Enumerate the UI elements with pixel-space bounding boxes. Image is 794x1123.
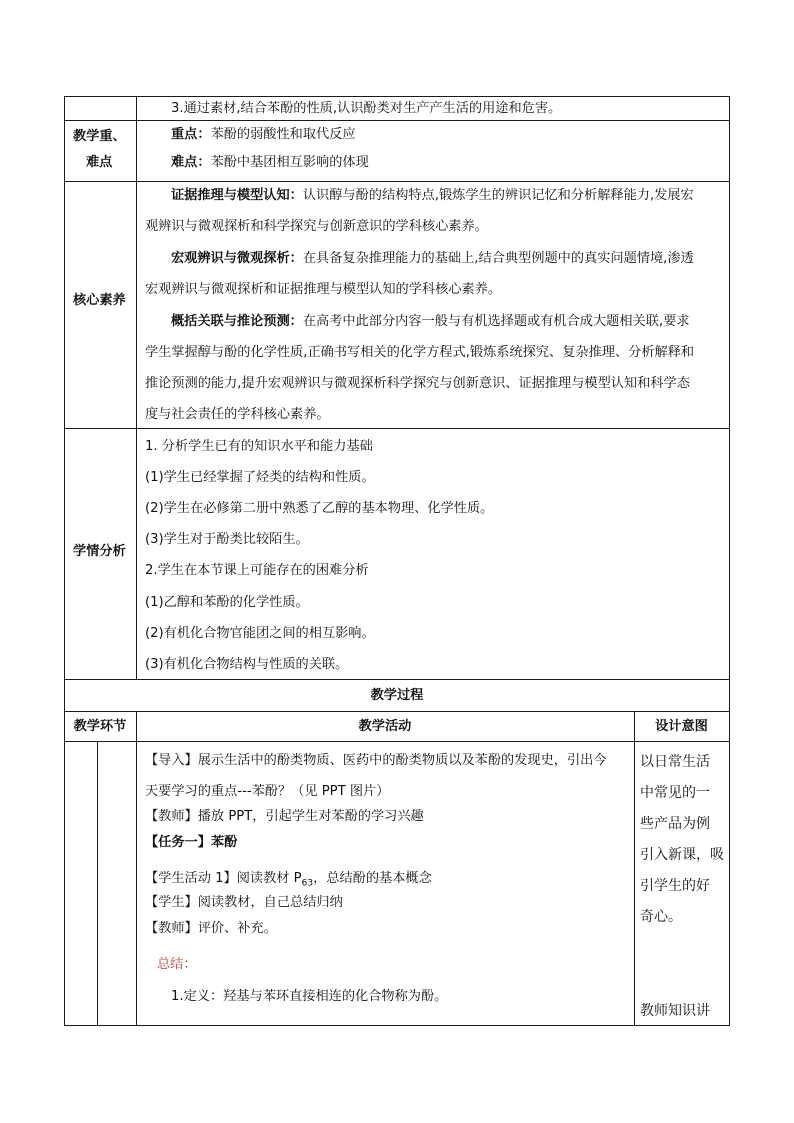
teacher2-text: 评价、补充。 <box>197 921 277 936</box>
student-activity-line <box>145 872 432 889</box>
core-paragraph-2-title: 宏观辨识与微观探析： <box>171 251 303 266</box>
core-paragraph-2-text: 在具备复杂推理能力的基础上,结合典型例题中的真实问题情境,渗透 <box>302 251 694 266</box>
column-header-stage: 教学环节 <box>73 719 127 734</box>
learning-line: 1. 分析学生已有的知识水平和能力基础 <box>145 439 373 454</box>
student-activity-text-a: 阅读教材 P <box>236 871 302 886</box>
row-divider <box>64 428 730 429</box>
core-paragraph-3-line3: 推论预测的能力,提升宏观辨识与微观探析科学探究与创新意识、证据推理与模型认知和科学态 <box>145 376 690 391</box>
intent-line: 以日常生活 <box>640 754 710 770</box>
difficult-point-label: 难点： <box>171 155 211 170</box>
core-paragraph-3-text: 在高考中此部分内容一般与有机选择题或有机合成大题相关联,要求 <box>302 314 690 329</box>
key-points-label-line1: 教学重、 <box>73 129 126 144</box>
process-title: 教学过程 <box>370 688 424 703</box>
intent-line: 中常见的一 <box>640 785 710 801</box>
core-paragraph-3-line4: 度与社会责任的学科核心素养。 <box>145 407 330 422</box>
teacher-tag: 【教师】 <box>145 809 198 824</box>
student-activity-text-b: ，总结酚的基本概念 <box>313 871 432 886</box>
difficult-point <box>171 156 369 169</box>
row-divider <box>64 181 730 182</box>
student-text: 阅读教材，自己总结归纳 <box>197 895 343 910</box>
learning-line: (2)学生在必修第二册中熟悉了乙醇的基本物理、化学性质。 <box>145 501 494 516</box>
learning-line: (1)乙醇和苯酚的化学性质。 <box>145 595 309 610</box>
stage-column-divider <box>136 711 137 1026</box>
key-point <box>171 128 356 141</box>
objective-line: 3.通过素材,结合苯酚的性质,认识酚类对生产产生活的用途和危害。 <box>171 101 562 116</box>
label-column-divider <box>136 96 137 679</box>
row-divider <box>64 120 730 121</box>
column-header-intent: 设计意图 <box>655 719 708 734</box>
core-paragraph-2-line1 <box>171 252 694 265</box>
table-border-bottom <box>64 1025 730 1026</box>
core-paragraph-3-line2: 学生掌握醇与酚的化学性质,正确书写相关的化学方程式,锻炼系统探究、复杂推理、分析解释和 <box>145 345 695 360</box>
intent-line: 些产品为例 <box>640 816 710 832</box>
learning-line: (1)学生已经掌握了烃类的结构和性质。 <box>145 470 375 485</box>
core-paragraph-1-line1 <box>171 189 694 202</box>
core-literacy-label: 核心素养 <box>73 293 126 308</box>
row-divider <box>64 741 730 742</box>
learning-line: 2.学生在本节课上可能存在的困难分析 <box>145 563 369 578</box>
core-paragraph-3-title: 概括关联与推论预测： <box>171 314 303 329</box>
student-line <box>145 896 343 909</box>
intent-column-divider <box>634 711 635 1026</box>
intro-text: 展示生活中的酚类物质、医药中的酚类物质以及苯酚的发现史，引出今 <box>197 753 607 768</box>
page-subscript: 63 <box>301 878 314 889</box>
teacher-text: 播放 PPT，引起学生对苯酚的学习兴趣 <box>197 809 424 824</box>
column-header-activity: 教学活动 <box>358 719 412 734</box>
student-activity-tag: 【学生活动 1】 <box>145 871 237 886</box>
row-divider <box>64 711 730 712</box>
intro-line1 <box>145 754 607 767</box>
core-paragraph-1-line2: 观辨识与微观探析和科学探究与创新意识的学科核心素养。 <box>145 219 488 234</box>
stage-subdivider <box>97 741 98 1026</box>
learning-line: (3)学生对于酚类比较陌生。 <box>145 532 309 547</box>
task-heading: 【任务一】苯酚 <box>145 835 238 850</box>
intro-tag: 【导入】 <box>145 753 198 768</box>
key-points-label-line2: 难点 <box>86 155 113 170</box>
table-border-right <box>729 96 730 1026</box>
core-paragraph-1-text: 认识醇与酚的结构特点,锻炼学生的辨识记忆和分析解释能力,发展宏 <box>302 188 694 203</box>
teacher2-tag: 【教师】 <box>145 921 198 936</box>
definition-line: 1.定义：羟基与苯环直接相连的化合物称为酚。 <box>171 989 448 1004</box>
intent-bottom-line: 教师知识讲 <box>640 1003 710 1019</box>
row-divider <box>64 679 730 680</box>
learning-line: (3)有机化合物结构与性质的关联。 <box>145 657 349 672</box>
intent-line: 奇心。 <box>640 909 682 925</box>
summary-label: 总结： <box>157 957 197 972</box>
core-paragraph-2-line2: 宏观辨识与微观探析和证据推理与模型认知的学科核心素养。 <box>145 282 502 297</box>
intent-line: 引学生的好 <box>640 878 710 894</box>
difficult-point-text: 苯酚中基团相互影响的体现 <box>210 155 369 170</box>
key-point-label: 重点： <box>171 127 211 142</box>
table-border-left <box>64 96 65 1026</box>
intent-line: 引入新课，吸 <box>640 847 724 863</box>
key-point-text: 苯酚的弱酸性和取代反应 <box>210 127 356 142</box>
learning-line: (2)有机化合物官能团之间的相互影响。 <box>145 626 375 641</box>
table-border-top <box>64 96 730 97</box>
core-paragraph-3-line1 <box>171 315 690 328</box>
learning-analysis-label: 学情分析 <box>73 544 126 559</box>
student-tag: 【学生】 <box>145 895 198 910</box>
teacher-line <box>145 810 424 823</box>
teacher2-line <box>145 922 277 935</box>
intro-line2: 天要学习的重点---苯酚？（见 PPT 图片） <box>145 784 390 799</box>
core-paragraph-1-title: 证据推理与模型认知： <box>171 188 303 203</box>
